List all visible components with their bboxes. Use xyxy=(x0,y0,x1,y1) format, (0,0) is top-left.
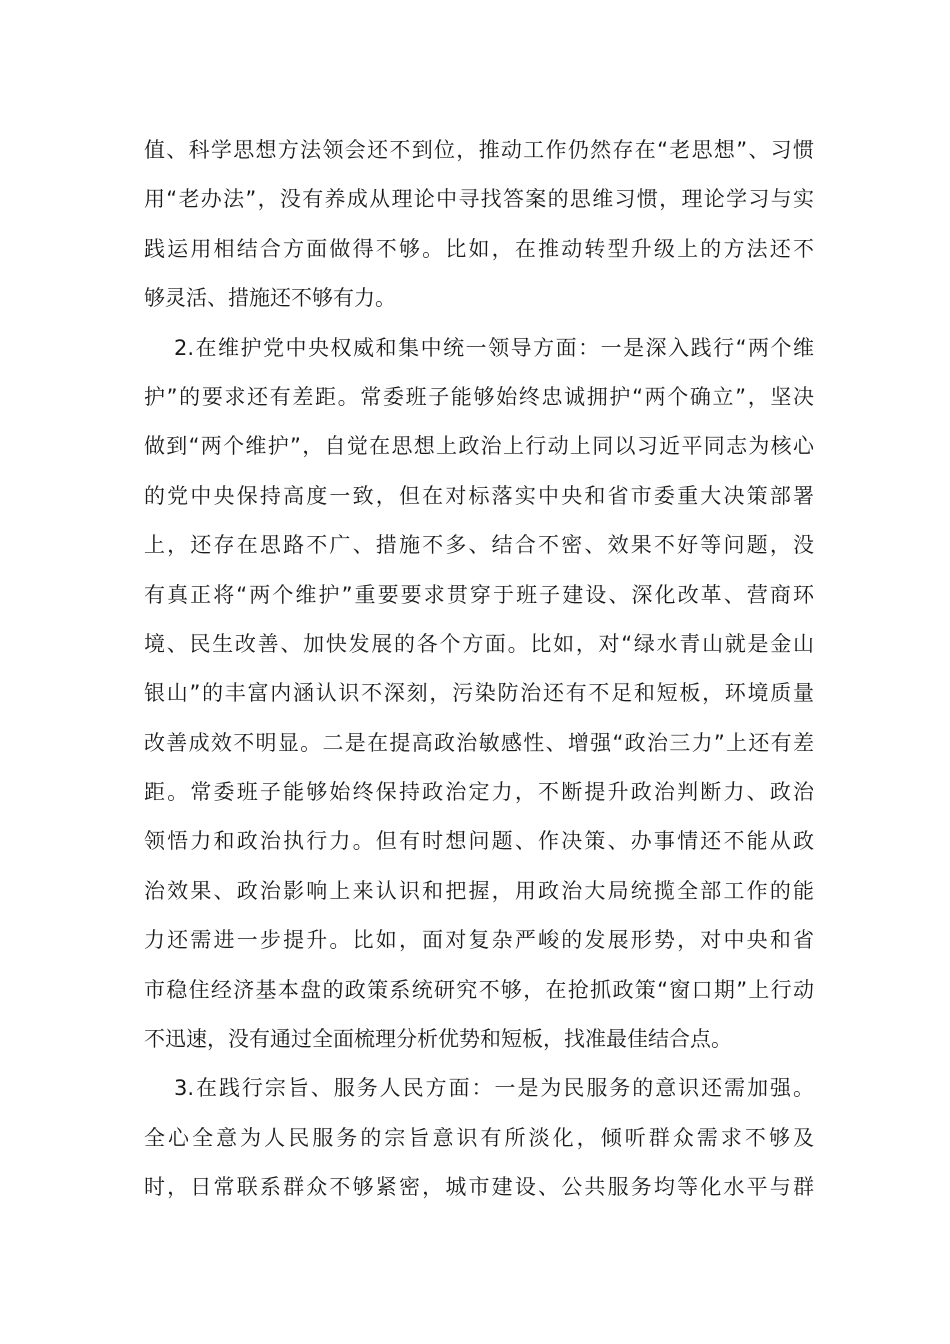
text-line: 值、科学思想方法领会还不到位，推动工作仍然存在“老思想”、习惯 xyxy=(144,138,814,162)
text-line: 够灵活、措施还不够有力。 xyxy=(144,286,396,311)
text-line: 做到“两个维护”，自觉在思想上政治上行动上同以习近平同志为核心 xyxy=(144,434,814,459)
text-line: 的党中央保持高度一致，但在对标落实中央和省市委重大决策部署 xyxy=(144,483,814,508)
text-line: 银山”的丰富内涵认识不深刻，污染防治还有不足和短板，环境质量 xyxy=(144,681,814,706)
text-line: 2.在维护党中央权威和集中统一领导方面：一是深入践行“两个维 xyxy=(174,335,814,360)
text-line: 领悟力和政治执行力。但有时想问题、作决策、办事情还不能从政 xyxy=(144,829,814,854)
text-line: 市稳住经济基本盘的政策系统研究不够，在抢抓政策“窗口期”上行动 xyxy=(144,977,814,1002)
body-text xyxy=(144,126,814,1213)
text-line: 用“老办法”，没有养成从理论中寻找答案的思维习惯，理论学习与实 xyxy=(144,187,814,212)
text-line: 护”的要求还有差距。常委班子能够始终忠诚拥护“两个确立”，坚决 xyxy=(144,384,814,409)
text-line: 有真正将“两个维护”重要要求贯穿于班子建设、深化改革、营商环 xyxy=(144,582,814,607)
text-line: 改善成效不明显。二是在提高政治敏感性、增强“政治三力”上还有差 xyxy=(144,730,814,755)
text-line: 上，还存在思路不广、措施不多、结合不密、效果不好等问题，没 xyxy=(144,533,814,558)
text-line: 距。常委班子能够始终保持政治定力，不断提升政治判断力、政治 xyxy=(144,780,814,805)
text-line: 治效果、政治影响上来认识和把握，用政治大局统揽全部工作的能 xyxy=(144,878,814,903)
text-line: 践运用相结合方面做得不够。比如，在推动转型升级上的方法还不 xyxy=(144,236,814,261)
text-line: 力还需进一步提升。比如，面对复杂严峻的发展形势，对中央和省 xyxy=(144,928,814,953)
paragraph-2 xyxy=(144,324,814,1065)
text-line: 不迅速，没有通过全面梳理分析优势和短板，找准最佳结合点。 xyxy=(144,1027,732,1052)
text-line: 3.在践行宗旨、服务人民方面：一是为民服务的意识还需加强。 xyxy=(174,1076,814,1101)
paragraph-3 xyxy=(144,1064,814,1212)
text-line: 时，日常联系群众不够紧密，城市建设、公共服务均等化水平与群 xyxy=(144,1175,814,1200)
text-line: 全心全意为人民服务的宗旨意识有所淡化，倾听群众需求不够及 xyxy=(144,1125,814,1150)
paragraph-1 xyxy=(144,126,814,324)
text-line: 境、民生改善、加快发展的各个方面。比如，对“绿水青山就是金山 xyxy=(144,631,814,656)
